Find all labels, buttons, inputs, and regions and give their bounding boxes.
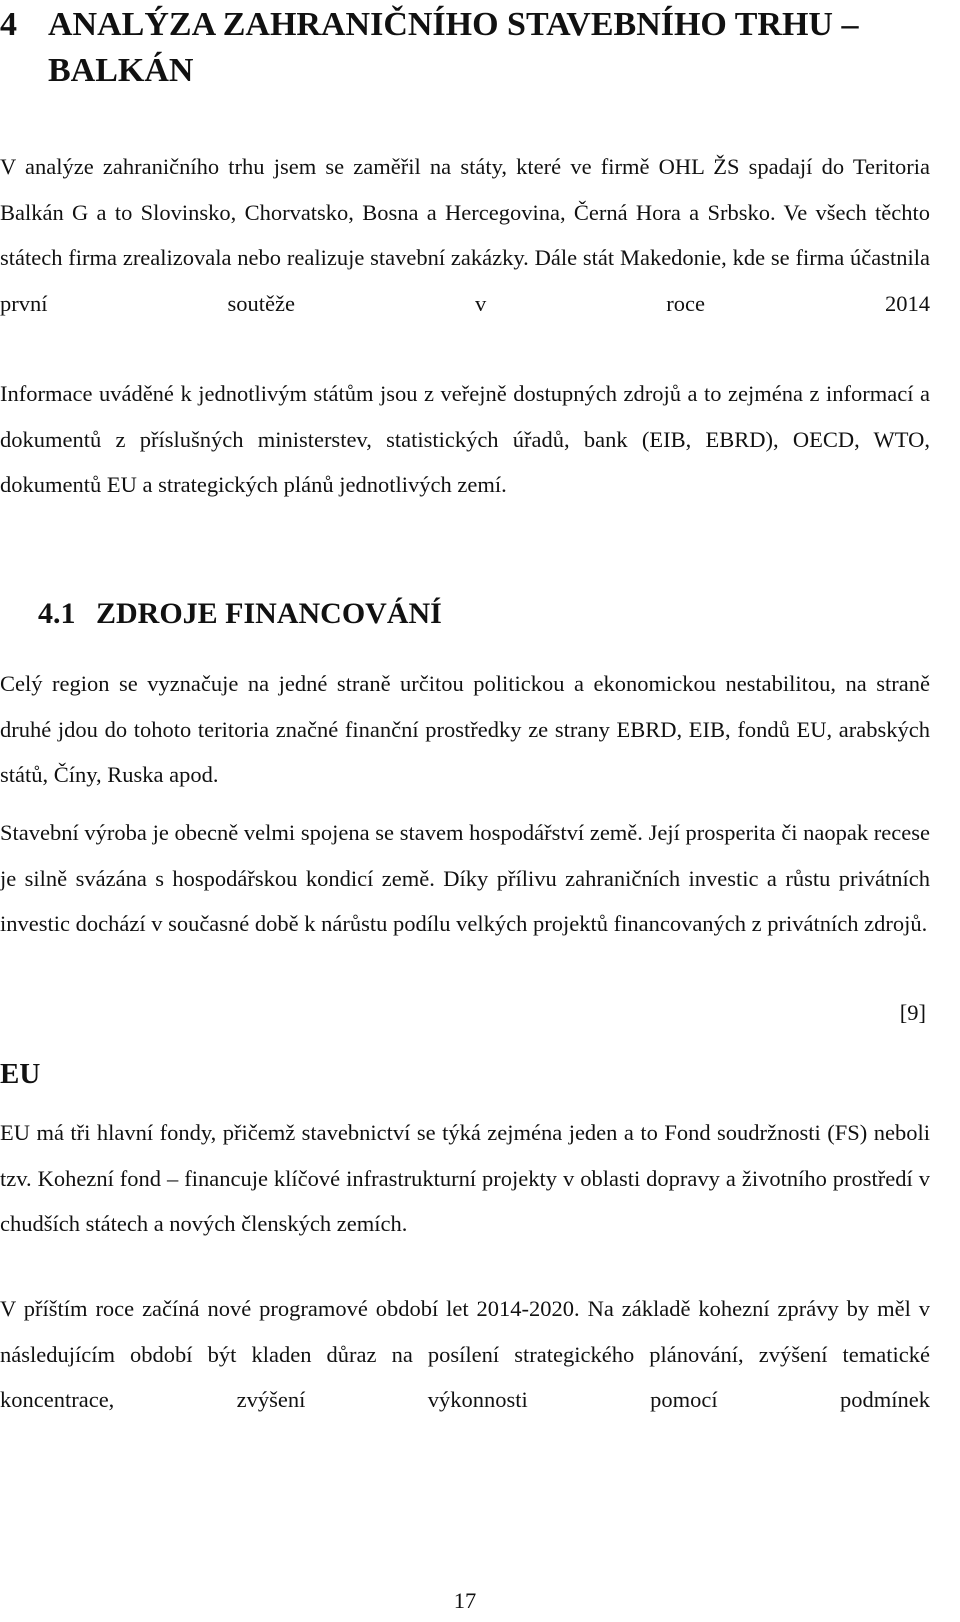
- section-paragraph-1: Celý region se vyznačuje na jedné straně určitou politickou a ekonomickou nestabilitou, na straně druhé jdou do tohoto teritoria značné finanční prostředky ze strany EBRD, EIB, fondů EU, arabských států, Číny, Ruska apod.: [0, 671, 930, 787]
- section-paragraph-2: Stavební výroba je obecně velmi spojena se stavem hospodářství země. Její prosperita či naopak recese je silně svázána s hospodářskou kondicí země. Díky přílivu zahraničních investic a růstu privátních investic dochází v současné době k nárůstu podílu velkých projektů financovaných z privátních zdrojů.: [0, 820, 930, 936]
- intro-paragraph-1: V analýze zahraničního trhu jsem se zaměřil na státy, které ve firmě OHL ŽS spadají do Teritoria Balkán G a to Slovinsko, Chorvatsko, Bosna a Hercegovina, Černá Hora a Srbsko. Ve všech těchto státech firma zrealizovala nebo realizuje stavební zakázky. Dále stát Makedonie, kde se firma účastnila první soutěže v roce 2014: [0, 154, 930, 316]
- eu-subheading: EU: [0, 1058, 41, 1090]
- chapter-title-line2: BALKÁN: [48, 52, 194, 89]
- section-number: 4.1: [38, 597, 76, 630]
- eu-paragraph-2: V příštím roce začíná nové programové období let 2014-2020. Na základě kohezní zprávy by měl v následujícím období být kladen důraz na posílení strategického plánování, zvýšení tematické koncentrace, zvýšení výkonnosti pomocí podmínek: [0, 1296, 930, 1412]
- citation-reference: [9]: [899, 1000, 926, 1025]
- intro-paragraph-2: Informace uváděné k jednotlivým státům jsou z veřejně dostupných zdrojů a to zejména z informací a dokumentů z příslušných ministerstev, statistických úřadů, bank (EIB, EBRD), OECD, WTO, dokumentů EU a strategických plánů jednotlivých zemí.: [0, 381, 930, 497]
- chapter-heading: [0, 2, 940, 94]
- page-number: 17: [453, 1588, 477, 1613]
- section-heading: [38, 594, 442, 634]
- eu-paragraph-1: EU má tři hlavní fondy, přičemž stavebnictví se týká zejména jeden a to Fond soudržnosti (FS) neboli tzv. Kohezní fond – financuje klíčové infrastrukturní projekty v oblasti dopravy a životního prostředí v chudších státech a nových členských zemích.: [0, 1120, 930, 1236]
- chapter-number: 4: [0, 6, 17, 43]
- section-title: ZDROJE FINANCOVÁNÍ: [96, 597, 442, 630]
- chapter-title-line1: ANALÝZA ZAHRANIČNÍHO STAVEBNÍHO TRHU –: [48, 6, 859, 43]
